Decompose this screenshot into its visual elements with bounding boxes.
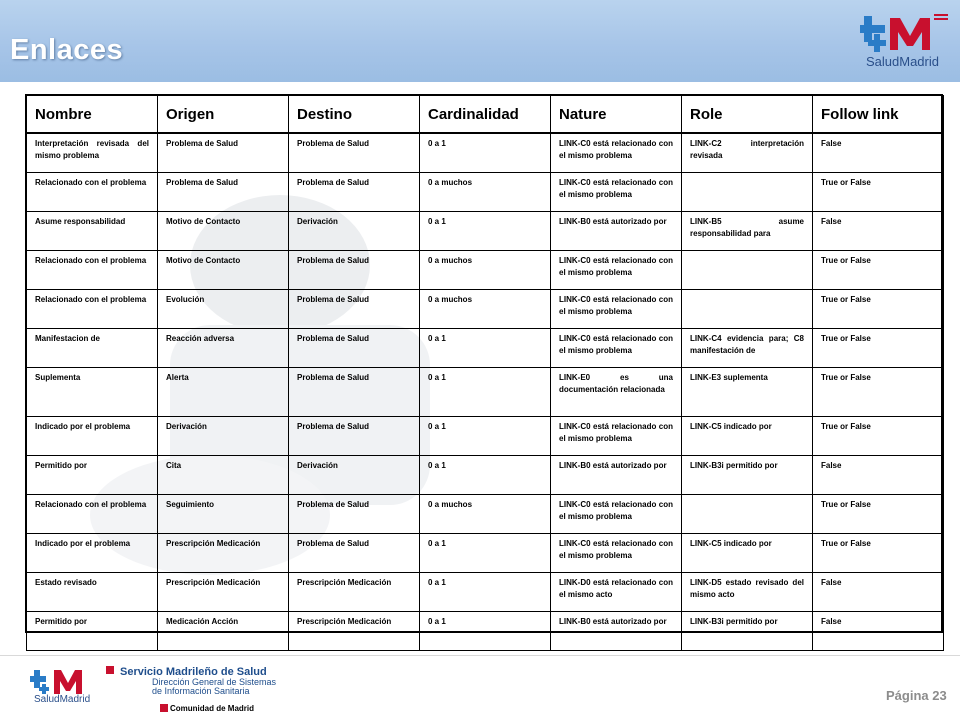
cell-nature: LINK-C0 está relacionado con el mismo problema (551, 133, 682, 173)
cell-nombre: Relacionado con el problema (27, 173, 158, 212)
cell-destino: Problema de Salud (289, 329, 420, 368)
header-role: Role (682, 96, 813, 134)
header-origen: Origen (158, 96, 289, 134)
org-title: Servicio Madrileño de Salud (120, 666, 267, 678)
cell-role (682, 290, 813, 329)
cell-cardinalidad: 0 a 1 (420, 417, 551, 456)
cell-origen: Medicación Acción (158, 612, 289, 651)
cell-origen: Cita (158, 456, 289, 495)
cell-cardinalidad: 0 a 1 (420, 329, 551, 368)
title-bar (0, 0, 960, 82)
header-follow-link: Follow link (813, 96, 944, 134)
cell-destino: Problema de Salud (289, 417, 420, 456)
cell-role: LINK-C5 indicado por (682, 534, 813, 573)
cell-origen: Evolución (158, 290, 289, 329)
cell-nombre: Indicado por el problema (27, 534, 158, 573)
cell-cardinalidad: 0 a 1 (420, 612, 551, 651)
cell-destino: Problema de Salud (289, 133, 420, 173)
cell-follow-link: False (813, 212, 944, 251)
cell-role: LINK-E3 suplementa (682, 368, 813, 417)
logo-text-salud: Salud (866, 54, 900, 69)
page-number: Página 23 (886, 688, 947, 703)
cell-follow-link: False (813, 612, 944, 651)
cell-cardinalidad: 0 a muchos (420, 290, 551, 329)
footer-logo-text-salud: Salud (34, 694, 60, 705)
cell-nature: LINK-B0 está autorizado por (551, 212, 682, 251)
table-row (27, 251, 944, 290)
cell-nombre: Interpretación revisada del mismo problema (27, 133, 158, 173)
cell-role: LINK-D5 estado revisado del mismo acto (682, 573, 813, 612)
cell-nombre: Relacionado con el problema (27, 495, 158, 534)
logo-text-madrid: Madrid (899, 54, 939, 69)
cell-destino: Prescripción Medicación (289, 573, 420, 612)
cell-nature: LINK-C0 está relacionado con el mismo problema (551, 173, 682, 212)
cell-role: LINK-C5 indicado por (682, 417, 813, 456)
flag-icon (106, 666, 114, 674)
cell-follow-link: True or False (813, 368, 944, 417)
cell-destino: Problema de Salud (289, 534, 420, 573)
cell-origen: Derivación (158, 417, 289, 456)
cell-nature: LINK-D0 está relacionado con el mismo acto (551, 573, 682, 612)
org-subtitle-line2: de Información Sanitaria (152, 686, 250, 696)
cell-nombre: Relacionado con el problema (27, 251, 158, 290)
cell-destino: Derivación (289, 212, 420, 251)
table-row (27, 534, 944, 573)
cell-follow-link: True or False (813, 251, 944, 290)
logo-caption (866, 54, 939, 69)
footer-divider (0, 655, 960, 656)
cell-nombre: Suplementa (27, 368, 158, 417)
cell-cardinalidad: 0 a 1 (420, 133, 551, 173)
cell-follow-link: False (813, 573, 944, 612)
cell-cardinalidad: 0 a muchos (420, 251, 551, 290)
cell-role: LINK-B3i permitido por (682, 612, 813, 651)
org-subtitle (152, 678, 276, 696)
org-subtitle-line1: Dirección General de Sistemas (152, 677, 277, 687)
cell-nature: LINK-C0 está relacionado con el mismo problema (551, 329, 682, 368)
cell-destino: Prescripción Medicación (289, 612, 420, 651)
table-row (27, 495, 944, 534)
letter-m-icon (890, 18, 930, 50)
table-row (27, 133, 944, 173)
cell-follow-link: False (813, 456, 944, 495)
cell-origen: Seguimiento (158, 495, 289, 534)
cell-cardinalidad: 0 a 1 (420, 368, 551, 417)
cell-nombre: Permitido por (27, 612, 158, 651)
table-row (27, 368, 944, 417)
cell-nature: LINK-C0 está relacionado con el mismo problema (551, 251, 682, 290)
cell-origen: Motivo de Contacto (158, 212, 289, 251)
cell-follow-link: False (813, 133, 944, 173)
cell-role: LINK-C4 evidencia para; C8 manifestación de (682, 329, 813, 368)
slide-title: Enlaces (10, 34, 124, 66)
cell-origen: Prescripción Medicación (158, 573, 289, 612)
comunidad-label: Comunidad de Madrid (170, 704, 254, 713)
letter-m-icon (54, 670, 82, 694)
cell-origen: Alerta (158, 368, 289, 417)
table-row (27, 173, 944, 212)
cell-destino: Problema de Salud (289, 495, 420, 534)
cell-cardinalidad: 0 a 1 (420, 534, 551, 573)
cell-cardinalidad: 0 a 1 (420, 573, 551, 612)
cell-nature: LINK-B0 está autorizado por (551, 612, 682, 651)
cell-nombre: Manifestacion de (27, 329, 158, 368)
stars-icon (934, 14, 948, 20)
table-row (27, 329, 944, 368)
cell-follow-link: True or False (813, 417, 944, 456)
header-cardinalidad: Cardinalidad (420, 96, 551, 134)
medical-cross-icon (860, 16, 886, 52)
cell-origen: Prescripción Medicación (158, 534, 289, 573)
links-table (26, 95, 944, 651)
footer-logo-caption (34, 694, 90, 705)
cell-origen: Problema de Salud (158, 133, 289, 173)
table-row (27, 212, 944, 251)
cell-role (682, 173, 813, 212)
cell-origen: Motivo de Contacto (158, 251, 289, 290)
cell-nature: LINK-C0 está relacionado con el mismo problema (551, 495, 682, 534)
cell-nature: LINK-C0 está relacionado con el mismo problema (551, 417, 682, 456)
cell-nombre: Permitido por (27, 456, 158, 495)
cell-nature: LINK-B0 está autorizado por (551, 456, 682, 495)
cell-destino: Problema de Salud (289, 251, 420, 290)
cell-origen: Reacción adversa (158, 329, 289, 368)
cell-follow-link: True or False (813, 290, 944, 329)
cell-destino: Problema de Salud (289, 173, 420, 212)
cell-role: LINK-C2 interpretación revisada (682, 133, 813, 173)
comunidad-flag-icon (160, 704, 168, 712)
footer-logo-text-madrid: Madrid (59, 694, 91, 705)
cell-role: LINK-B5 asume responsabilidad para (682, 212, 813, 251)
cell-destino: Problema de Salud (289, 290, 420, 329)
cell-cardinalidad: 0 a muchos (420, 495, 551, 534)
cell-destino: Problema de Salud (289, 368, 420, 417)
table-row (27, 456, 944, 495)
table-row (27, 290, 944, 329)
header-destino: Destino (289, 96, 420, 134)
medical-cross-icon (30, 670, 49, 694)
cell-nature: LINK-C0 está relacionado con el mismo problema (551, 534, 682, 573)
cell-nombre: Asume responsabilidad (27, 212, 158, 251)
cell-follow-link: True or False (813, 495, 944, 534)
cell-cardinalidad: 0 a muchos (420, 173, 551, 212)
cell-follow-link: True or False (813, 534, 944, 573)
cell-role (682, 251, 813, 290)
cell-nature: LINK-C0 está relacionado con el mismo problema (551, 290, 682, 329)
cell-follow-link: True or False (813, 329, 944, 368)
cell-follow-link: True or False (813, 173, 944, 212)
cell-nature: LINK-E0 es una documentación relacionada (551, 368, 682, 417)
cell-nombre: Relacionado con el problema (27, 290, 158, 329)
table-header-row (27, 96, 944, 134)
table-row (27, 417, 944, 456)
cell-nombre: Estado revisado (27, 573, 158, 612)
cell-origen: Problema de Salud (158, 173, 289, 212)
table-row (27, 612, 944, 651)
header-nombre: Nombre (27, 96, 158, 134)
cell-destino: Derivación (289, 456, 420, 495)
table-row (27, 573, 944, 612)
cell-cardinalidad: 0 a 1 (420, 212, 551, 251)
cell-role (682, 495, 813, 534)
cell-role: LINK-B3i permitido por (682, 456, 813, 495)
cell-cardinalidad: 0 a 1 (420, 456, 551, 495)
cell-nombre: Indicado por el problema (27, 417, 158, 456)
header-nature: Nature (551, 96, 682, 134)
